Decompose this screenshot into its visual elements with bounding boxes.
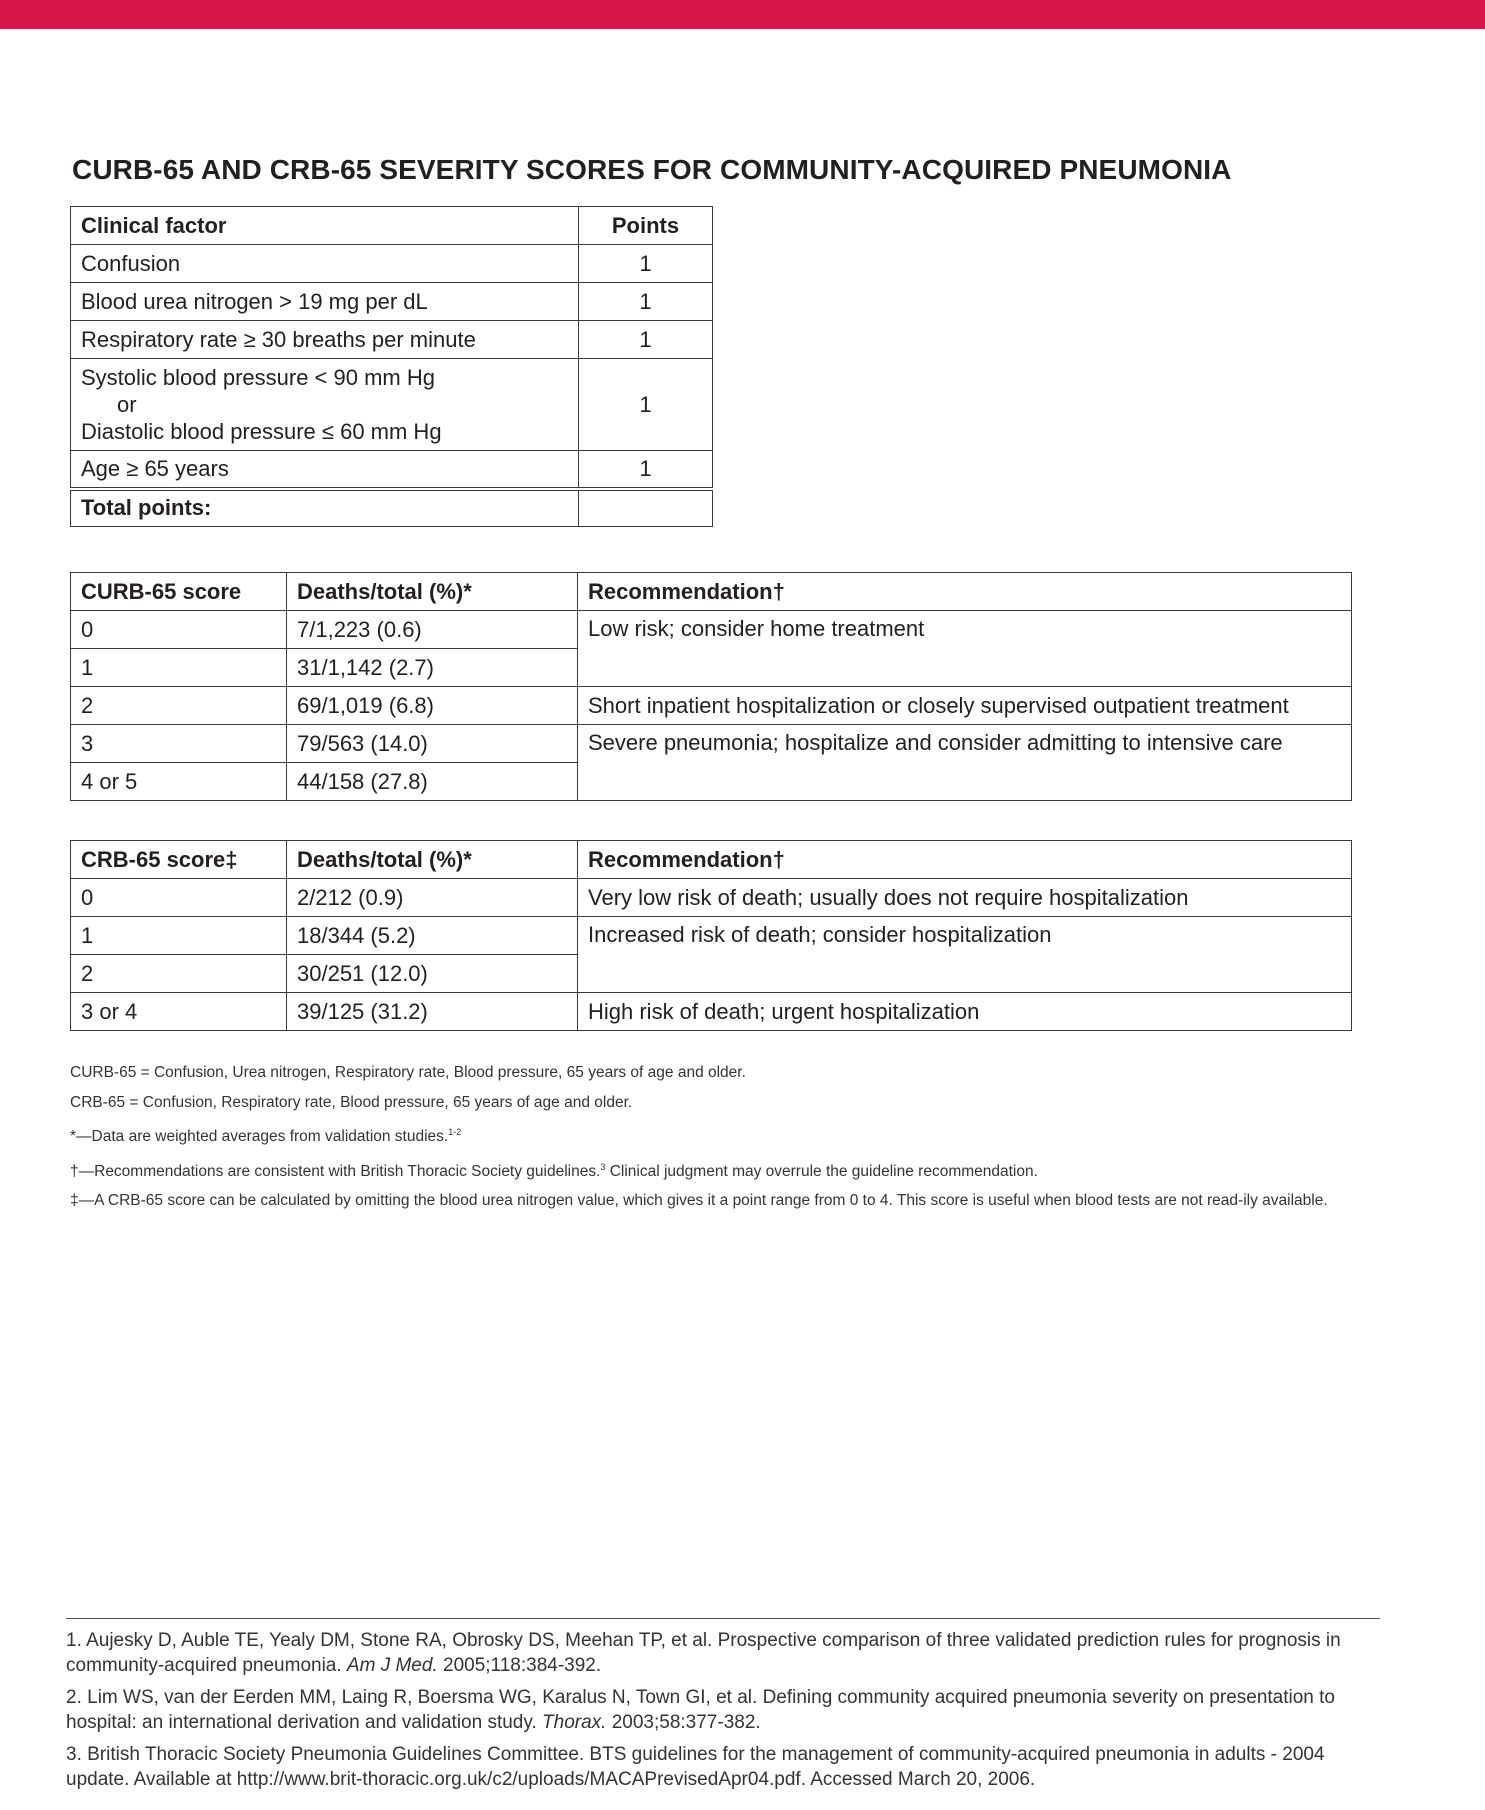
recommendation-cell: Low risk; consider home treatment	[578, 611, 1352, 687]
factor-line: Diastolic blood pressure ≤ 60 mm Hg	[81, 419, 442, 444]
reference-item: 1. Aujesky D, Auble TE, Yealy DM, Stone RA, Obrosky DS, Meehan TP, et al. Prospective comparison of three validated prediction rules for prognosis in community-acquired pneumonia. Am J Med. 2005;118:384-392.	[66, 1630, 1341, 1676]
table-row	[71, 611, 1352, 649]
table-row	[71, 321, 713, 359]
table-row	[71, 245, 713, 283]
reference-item: 2. Lim WS, van der Eerden MM, Laing R, Boersma WG, Karalus N, Town GI, et al. Defining community acquired pneumonia severity on presentation to hospital: an international derivation and validation study. Thorax. 2003;58:377-382.	[66, 1687, 1336, 1733]
citation-superscript: 3	[600, 1161, 606, 1172]
recommendation-cell: Severe pneumonia; hospitalize and consider admitting to intensive care	[578, 725, 1352, 801]
footnote-crb-definition: CRB-65 = Confusion, Respiratory rate, Blood pressure, 65 years of age and older.	[70, 1093, 633, 1111]
table-header-row	[71, 573, 1352, 611]
score-cell: 1	[71, 917, 287, 955]
deaths-cell: 2/212 (0.9)	[287, 879, 578, 917]
points-cell: 1	[579, 245, 713, 283]
page-title: CURB-65 AND CRB-65 SEVERITY SCORES FOR COMMUNITY-ACQUIRED PNEUMONIA	[72, 154, 1232, 185]
score-cell: 2	[71, 955, 287, 993]
factor-line: Systolic blood pressure < 90 mm Hg	[81, 365, 435, 390]
footnote-curb-definition: CURB-65 = Confusion, Urea nitrogen, Respiratory rate, Blood pressure, 65 years of age and older.	[70, 1064, 746, 1081]
score-cell: 2	[71, 687, 287, 725]
total-row	[71, 489, 713, 527]
references-list	[66, 1628, 1386, 1799]
score-cell: 3 or 4	[71, 993, 287, 1031]
recommendation-cell: High risk of death; urgent hospitalization	[578, 993, 1352, 1031]
total-label: Total points:	[71, 489, 579, 527]
factor-line: or	[117, 392, 137, 417]
points-cell: 1	[579, 451, 713, 489]
table-row	[71, 359, 713, 451]
points-cell: 1	[579, 321, 713, 359]
recommendation-cell: Very low risk of death; usually does not require hospitalization	[578, 879, 1352, 917]
recommendation-cell: Short inpatient hospitalization or closely supervised outpatient treatment	[578, 687, 1352, 725]
deaths-cell: 69/1,019 (6.8)	[287, 687, 578, 725]
deaths-cell: 18/344 (5.2)	[287, 917, 578, 955]
table-footnotes	[70, 1062, 1370, 1220]
factor-cell: Age ≥ 65 years	[71, 451, 579, 489]
references-divider	[66, 1618, 1380, 1619]
column-header: Points	[579, 207, 713, 245]
table-row	[71, 451, 713, 489]
factor-cell: Respiratory rate ≥ 30 breaths per minute	[71, 321, 579, 359]
column-header: CURB-65 score	[71, 573, 287, 611]
column-header: Recommendation†	[578, 841, 1352, 879]
table-row	[71, 917, 1352, 955]
factor-cell	[71, 359, 579, 451]
factor-cell: Confusion	[71, 245, 579, 283]
footnote-double-dagger: ‡—A CRB-65 score can be calculated by omitting the blood urea nitrogen value, which gives it a point range from 0 to 4. This score is useful when blood tests are not read-ily available.	[70, 1192, 1328, 1210]
column-header: Recommendation†	[578, 573, 1352, 611]
curb65-table	[70, 572, 1352, 801]
points-cell: 1	[579, 283, 713, 321]
deaths-cell: 39/125 (31.2)	[287, 993, 578, 1031]
points-cell: 1	[579, 359, 713, 451]
reference-item: 3. British Thoracic Society Pneumonia Guidelines Committee. BTS guidelines for the management of community-acquired pneumonia in adults - 2004 update. Available at http://www.brit-thoracic.org.uk/c2/uploads/MACAPrevisedApr04.pdf. Accessed March 20, 2006.	[66, 1744, 1325, 1790]
table-header-row	[71, 207, 713, 245]
deaths-cell: 79/563 (14.0)	[287, 725, 578, 763]
table-row	[71, 725, 1352, 763]
score-cell: 0	[71, 611, 287, 649]
table-row	[71, 993, 1352, 1031]
score-cell: 0	[71, 879, 287, 917]
table-row	[71, 687, 1352, 725]
score-cell: 1	[71, 649, 287, 687]
column-header: Deaths/total (%)*	[287, 841, 578, 879]
column-header: CRB-65 score‡	[71, 841, 287, 879]
column-header: Deaths/total (%)*	[287, 573, 578, 611]
score-cell: 4 or 5	[71, 763, 287, 801]
table-row	[71, 283, 713, 321]
crb65-table	[70, 840, 1352, 1031]
footnote-asterisk: *—Data are weighted averages from validation studies.$^{1-2}$	[70, 1127, 462, 1146]
citation-superscript: 1-2	[448, 1127, 462, 1137]
score-cell: 3	[71, 725, 287, 763]
footnote-dagger: †—Recommendations are consistent with British Thoracic Society guidelines.$^3$ Clinical judgment may overrule the guideline recommendation.	[70, 1161, 1038, 1180]
table-row	[71, 879, 1352, 917]
table-header-row	[71, 841, 1352, 879]
deaths-cell: 44/158 (27.8)	[287, 763, 578, 801]
deaths-cell: 31/1,142 (2.7)	[287, 649, 578, 687]
recommendation-cell: Increased risk of death; consider hospitalization	[578, 917, 1352, 993]
deaths-cell: 30/251 (12.0)	[287, 955, 578, 993]
total-points-cell	[579, 489, 713, 527]
clinical-factors-table	[70, 206, 713, 527]
deaths-cell: 7/1,223 (0.6)	[287, 611, 578, 649]
top-color-bar	[0, 0, 1485, 29]
factor-cell: Blood urea nitrogen > 19 mg per dL	[71, 283, 579, 321]
column-header: Clinical factor	[71, 207, 579, 245]
